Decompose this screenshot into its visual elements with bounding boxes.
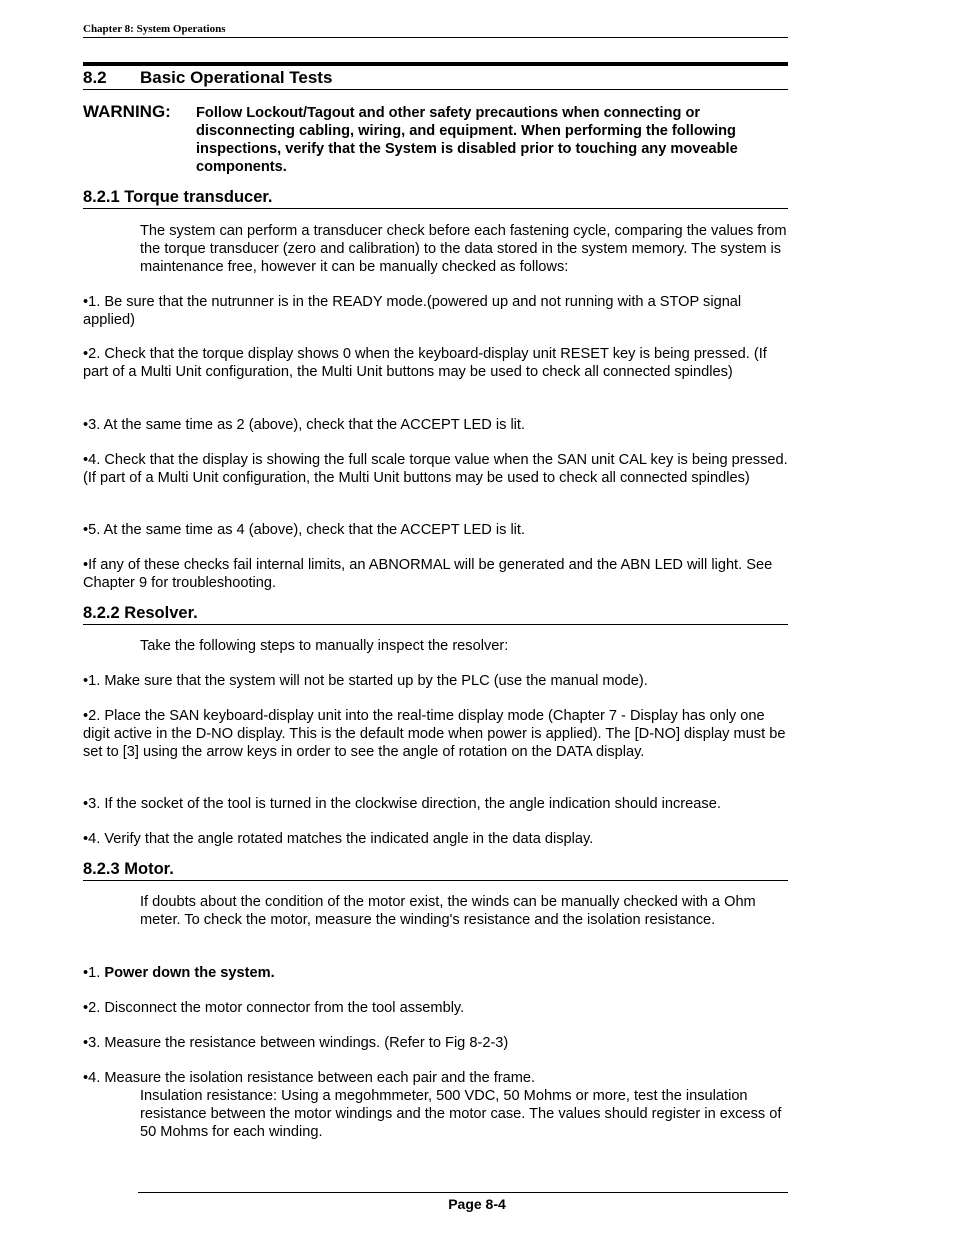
motor-intro: If doubts about the condition of the motor exist, the winds can be manually checked with a Ohm meter. To check the motor, measure the winding's resistance and the isolation resistance. [140, 894, 756, 928]
resolver-step-1: •1. Make sure that the system will not be started up by the PLC (use the manual mode). [83, 673, 648, 689]
section-number: 8.2 [83, 68, 107, 87]
resolver-step-2: •2. Place the SAN keyboard-display unit into the real-time display mode (Chapter 7 - Display has only one digit active in the D-NO display. This is the default mode when power is applied). The [D-NO] display must be set to [3] using the arrow keys in order to see the angle of rotation on the DATA display. [83, 708, 786, 760]
motor-step-4-text: •4. Measure the isolation resistance between each pair and the frame. [83, 1070, 536, 1086]
section-divider [83, 62, 788, 66]
motor-step-1-prefix: •1. [83, 965, 105, 981]
torque-step-5: •5. At the same time as 4 (above), check that the ACCEPT LED is lit. [83, 522, 526, 538]
motor-title: 8.2.3 Motor. [83, 860, 788, 881]
resolver-intro: Take the following steps to manually inspect the resolver: [140, 638, 509, 654]
motor-step-3: •3. Measure the resistance between windings. (Refer to Fig 8-2-3) [83, 1035, 509, 1051]
motor-step-4 [83, 1069, 788, 1141]
warning-label: WARNING: [83, 102, 171, 121]
resolver-step-4: •4. Verify that the angle rotated matches the indicated angle in the data display. [83, 831, 594, 847]
section-title-text: Basic Operational Tests [140, 68, 333, 87]
torque-step-1: •1. Be sure that the nutrunner is in the READY mode.(powered up and not running with a STOP signal applied) [83, 294, 742, 328]
footer-rule [138, 1192, 788, 1193]
warning-text: Follow Lockout/Tagout and other safety precautions when connecting or disconnecting cabling, wiring, and equipment. When performing the following inspections, verify that the System is disabled prior to touching any moveable components. [196, 105, 738, 175]
resolver-title: 8.2.2 Resolver. [83, 604, 788, 625]
motor-step-2: •2. Disconnect the motor connector from the tool assembly. [83, 1000, 465, 1016]
torque-step-6: •If any of these checks fail internal limits, an ABNORMAL will be generated and the ABN LED will light. See Chapter 9 for troubleshooting. [83, 557, 773, 591]
torque-step-2: •2. Check that the torque display shows 0 when the keyboard-display unit RESET key is being pressed. (If part of a Multi Unit configuration, the Multi Unit buttons may be used to check all connected spindles) [83, 346, 767, 380]
torque-title: 8.2.1 Torque transducer. [83, 188, 788, 209]
torque-intro: The system can perform a transducer check before each fastening cycle, comparing the values from the torque transducer (zero and calibration) to the data stored in the system memory. The system is maintenance free, however it can be manually checked as follows: [140, 223, 787, 275]
section-title [83, 68, 788, 90]
torque-step-3: •3. At the same time as 2 (above), check that the ACCEPT LED is lit. [83, 417, 526, 433]
page-number: Page 8-4 [448, 1196, 506, 1212]
torque-step-4: •4. Check that the display is showing the full scale torque value when the SAN unit CAL key is being pressed. (If part of a Multi Unit configuration, the Multi Unit buttons may be used to check all connected spindles) [83, 452, 788, 486]
page-header: Chapter 8: System Operations [83, 23, 788, 38]
motor-step-1-bold: Power down the system. [104, 965, 275, 981]
resolver-step-3: •3. If the socket of the tool is turned in the clockwise direction, the angle indication should increase. [83, 796, 721, 812]
motor-step-4-detail: Insulation resistance: Using a megohmmeter, 500 VDC, 50 Mohms or more, test the insulation resistance between the motor windings and the motor case. The values should register in excess of 50 Mohms for each winding. [140, 1088, 782, 1140]
motor-step-1 [83, 964, 788, 982]
